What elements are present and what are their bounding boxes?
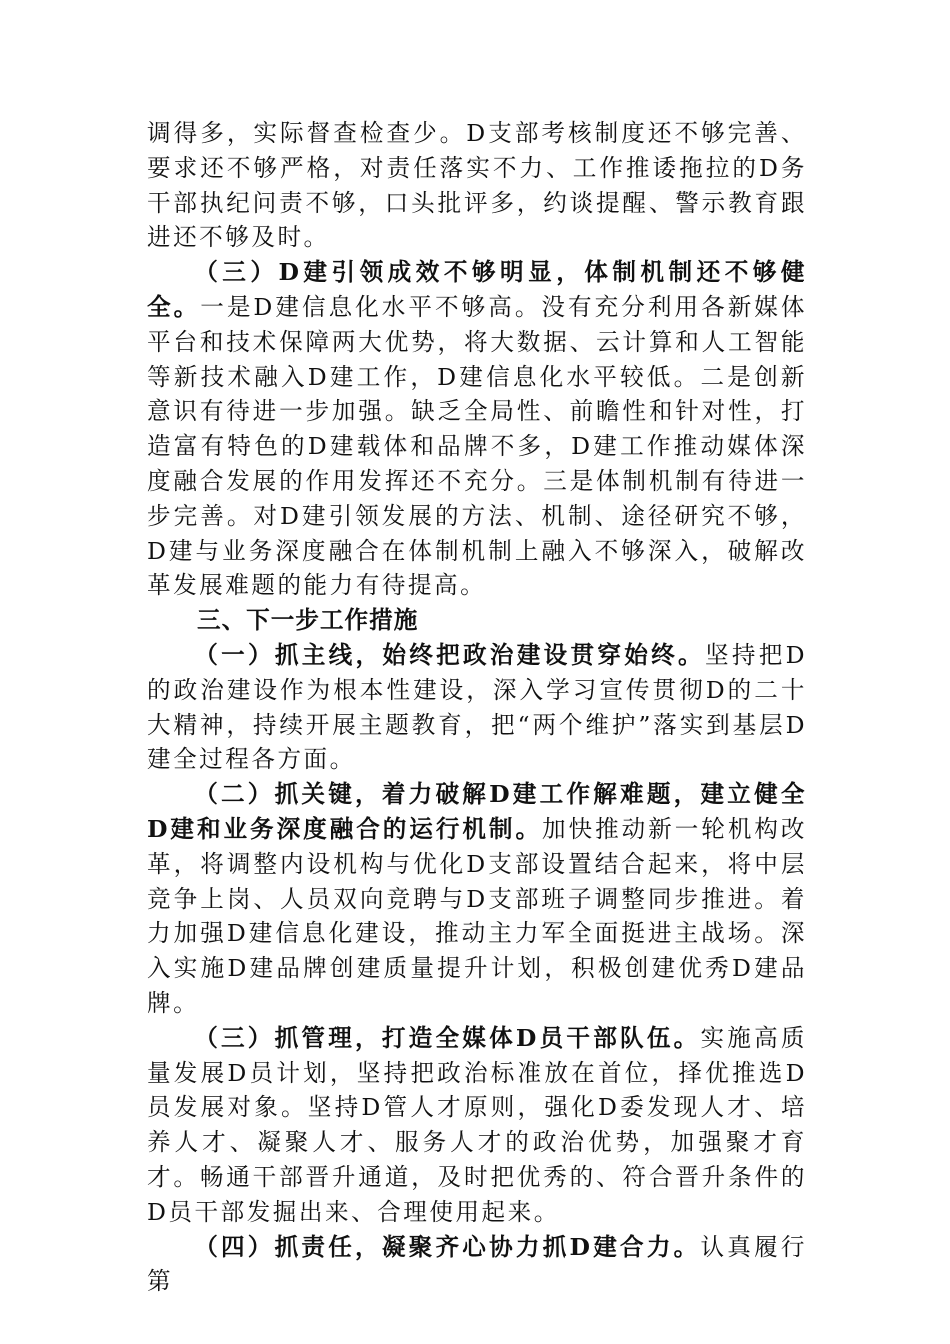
- paragraph-text: 坚持把D的政治建设作为根本性建设，深入学习宣传贯彻D的二十大精神，持续开展主题教育，把“两个维护”落实到基层D建全过程各方面。: [147, 640, 807, 774]
- paragraph-responsibility: [147, 1230, 807, 1300]
- paragraph-lead: （二）抓关键，着力破解D建工作解难题，建立健全D建和业务深度融合的运行机制。: [147, 780, 807, 843]
- paragraph-main-line: [147, 638, 807, 777]
- paragraph-lead: （一）抓主线，始终把政治建设贯穿始终。: [194, 640, 705, 669]
- paragraph-lead: （三）D建引领成效不够明显，体制机制还不够健全。: [147, 258, 807, 321]
- paragraph-text: 实施高质量发展D员计划，坚持把政治标准放在首位，择优推选D员发展对象。坚持D管人才原则，强化D委发现人才、培养人才、凝聚人才、服务人才的政治优势，加强聚才育才。畅通干部晋升通道，及时把优秀的、符合晋升条件的D员干部发掘出来、合理使用起来。: [147, 1023, 807, 1226]
- section-heading: 三、下一步工作措施: [197, 606, 419, 635]
- document-page: [147, 116, 807, 1299]
- paragraph-accountability: [147, 116, 807, 255]
- paragraph-key-point: [147, 777, 807, 1021]
- paragraph-text: 认真履行第: [147, 1232, 807, 1296]
- paragraph-text: 调得多，实际督查检查少。D支部考核制度还不够完善、要求还不够严格，对责任落实不力、工作推诿拖拉的D务干部执纪问责不够，口头批评多，约谈提醒、警示教育跟进还不够及时。: [147, 119, 807, 252]
- paragraph-text: 加快推动新一轮机构改革，将调整内设机构与优化D支部设置结合起来，将中层竞争上岗、人员双向竞聘与D支部班子调整同步推进。着力加强D建信息化建设，推动主力军全面挺进主战场。深入实施D建品牌创建质量提升计划，积极创建优秀D建品牌。: [147, 814, 807, 1017]
- paragraph-leadership-effect: [147, 255, 807, 603]
- paragraph-lead: （四）抓责任，凝聚齐心协力抓D建合力。: [194, 1232, 701, 1261]
- paragraph-management: [147, 1021, 807, 1230]
- paragraph-text: 一是D建信息化水平不够高。没有充分利用各新媒体平台和技术保障两大优势，将大数据、云计算和人工智能等新技术融入D建工作，D建信息化水平较低。二是创新意识有待进一步加强。缺乏全局性、前瞻性和针对性，打造富有特色的D建载体和品牌不多，D建工作推动媒体深度融合发展的作用发挥还不充分。三是体制机制有待进一步完善。对D建引领发展的方法、机制、途径研究不够，D建与业务深度融合在体制机制上融入不够深入，破解改革发展难题的能力有待提高。: [147, 292, 807, 600]
- paragraph-lead: （三）抓管理，打造全媒体D员干部队伍。: [194, 1023, 701, 1052]
